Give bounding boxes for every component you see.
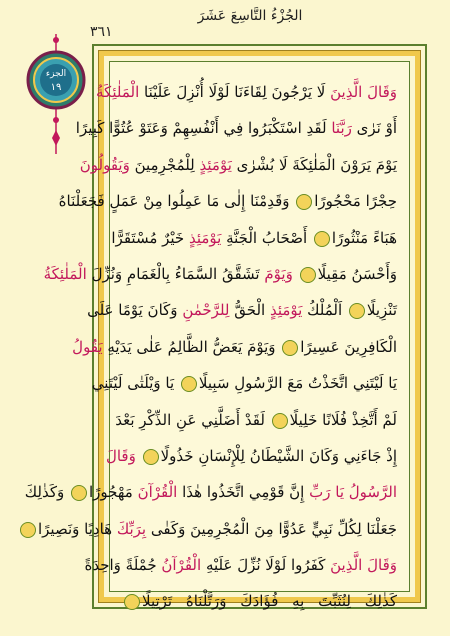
verse-text: كَذٰلِكَ لِنُثَبِّتَ بِهِ فُؤَادَكَ وَرَتَّلْنَاهُ تَرْتِيلًا: [142, 592, 397, 611]
verse-text: وَكَانَ يَوْمًا عَلَى: [87, 301, 183, 320]
ayah-end-marker-icon: [296, 194, 312, 210]
verse-text: هَادِيًا وَنَصِيرًا: [37, 519, 117, 538]
verse-text: وَقَدِمْنَا إِلٰى مَا عَمِلُوا مِنْ عَمَلٍ فَجَعَلْنَاهُ: [58, 192, 295, 211]
verse-text: وَيَوْمَ يَعَضُّ الظَّالِمُ عَلٰى يَدَيْهِ: [102, 337, 281, 356]
highlighted-word: يَقُولُ: [72, 337, 103, 356]
verse-line: [79, 147, 397, 183]
highlighted-word: وَقَالَ الَّذِينَ: [330, 83, 397, 101]
ayah-end-marker-icon: [20, 522, 36, 538]
verse-line: [91, 365, 397, 401]
highlighted-word: يَوْمَئِذٍ: [269, 301, 303, 320]
verse-text: إِنَّ قَوْمِي اتَّخَذُوا هٰذَا: [177, 483, 310, 502]
ayah-end-marker-icon: [181, 376, 197, 392]
highlighted-word: الْقُرْآنَ: [137, 483, 178, 502]
ayah-end-marker-icon: [282, 340, 298, 356]
verse-text: الْكَافِرِينَ عَسِيرًا: [300, 337, 397, 356]
highlighted-word: الرَّسُولُ يَا رَبِّ: [309, 483, 397, 502]
verse-text: إِذْ جَاءَنِي وَكَانَ الشَّيْطَانُ لِلْإِنْسَانِ خَذُولًا: [160, 446, 397, 465]
verse-text: لَقَدِ اسْتَكْبَرُوا فِي أَنْفُسِهِمْ وَعَتَوْ عُتُوًّا كَبِيرًا: [75, 119, 332, 138]
verse-text: لَمْ أَتَّخِذْ فُلَانًا خَلِيلًا: [289, 410, 397, 429]
verse-line: [43, 256, 397, 292]
juz-label: الجزء: [45, 69, 67, 79]
ayah-end-marker-icon: [143, 449, 159, 465]
verse-text: أَصْحَابُ الْجَنَّةِ: [221, 228, 312, 247]
verse-text: جَعَلْنَا لِكُلِّ نَبِيٍّ عَدُوًّا مِنَ الْمُجْرِمِينَ وَكَفٰى: [146, 519, 397, 538]
verse-text: هَبَاءً مَنْثُورًا: [331, 228, 397, 247]
verse-text: لِلْمُجْرِمِينَ: [129, 155, 200, 174]
ayah-end-marker-icon: [300, 267, 316, 283]
juz-title: الجُزْءُ التَّاسِعَ عَشَرَ: [197, 8, 303, 24]
highlighted-word: وَيَوْمَ: [264, 264, 293, 283]
highlighted-word: الْمَلٰئِكَةُ: [43, 264, 87, 283]
verse-text: يَوْمَ يَرَوْنَ الْمَلٰئِكَةَ لَا بُشْرٰى: [231, 155, 397, 174]
highlighted-word: بِرَبِّكَ: [116, 519, 147, 538]
verse-text: حِجْرًا مَحْجُورًا: [314, 192, 397, 211]
verse-text: تَنْزِيلًا: [366, 301, 397, 320]
highlighted-word: الْمَلٰئِكَةُ: [96, 83, 140, 101]
verse-text: لَا يَرْجُونَ لِقَاءَنَا لَوْلَا أُنْزِلَ عَلَيْنَا: [139, 83, 331, 101]
verse-text: الْحَقُّ: [229, 301, 270, 320]
verse-text: مَهْجُورًا: [89, 483, 138, 502]
ayah-end-marker-icon: [272, 413, 288, 429]
highlighted-word: لِلرَّحْمٰنِ: [182, 301, 230, 320]
verse-text: يَا وَيْلَتٰى لَيْتَنِي: [91, 374, 179, 393]
verse-text: كَفَرُوا لَوْلَا نُزِّلَ عَلَيْهِ: [201, 556, 331, 575]
verse-text: وَأَحْسَنُ مَقِيلًا: [317, 264, 397, 283]
verse-line: [115, 402, 397, 438]
verse-text: خَيْرٌ مُسْتَقَرًّا: [111, 228, 189, 247]
ayah-end-marker-icon: [349, 303, 365, 319]
verse-text: لَقَدْ أَضَلَّنِي عَنِ الذِّكْرِ بَعْدَ: [115, 410, 270, 429]
verse-line: [37, 511, 397, 547]
verse-text: [136, 447, 141, 465]
highlighted-word: وَيَقُولُونَ: [79, 155, 130, 174]
page-number: ٣٦١: [90, 24, 113, 40]
verse-text: وَكَذٰلِكَ: [24, 483, 69, 502]
ayah-end-marker-icon: [314, 231, 330, 247]
verse-text: اَلْمُلْكُ: [302, 301, 347, 320]
verse-text: جُمْلَةً وَاحِدَةً: [84, 556, 162, 575]
verse-line: [87, 292, 397, 328]
page-header: [90, 8, 390, 38]
verse-line: [58, 183, 397, 219]
verse-text: يَا لَيْتَنِي اتَّخَذْتُ مَعَ الرَّسُولِ سَبِيلًا: [198, 374, 397, 393]
juz-number: ١٩: [50, 82, 62, 93]
ayah-end-marker-icon: [71, 485, 87, 501]
verse-text: [293, 265, 298, 283]
highlighted-word: وَقَالَ: [105, 446, 136, 465]
verse-line: [72, 329, 397, 365]
verse-line: [75, 110, 397, 146]
verse-line: [111, 220, 397, 256]
highlighted-word: يَوْمَئِذٍ: [199, 155, 232, 174]
highlighted-word: الْقُرْآنُ: [161, 556, 202, 575]
ayah-end-marker-icon: [124, 594, 140, 610]
verse-text: تَشَقَّقُ السَّمَاءُ بِالْغَمَامِ وَنُزِّلَ: [86, 264, 265, 283]
verse-line: [96, 74, 397, 110]
verse-text: أَوْ نَرٰى: [351, 119, 397, 138]
verse-line: [105, 438, 397, 474]
highlighted-word: رَبَّنَا: [331, 119, 352, 138]
highlighted-word: يَوْمَئِذٍ: [188, 228, 222, 247]
verse-line: [122, 583, 397, 619]
verse-line: [24, 474, 397, 510]
verse-line: [84, 547, 397, 583]
highlighted-word: وَقَالَ الَّذِينَ: [330, 556, 397, 575]
